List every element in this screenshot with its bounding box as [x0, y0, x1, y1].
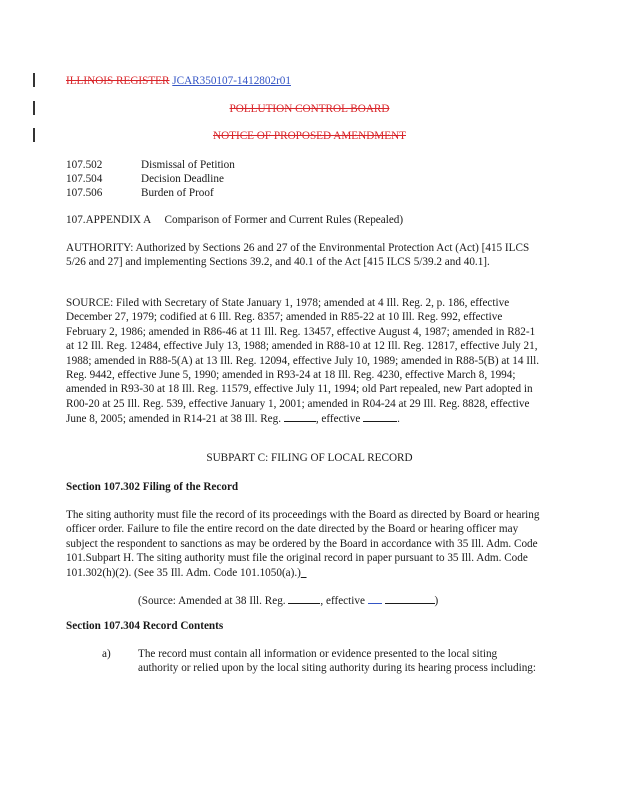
source-text: SOURCE: Filed with Secretary of State January 1, 1978; amended at 4 Ill. Reg. 2, p. 186, effective December 27, 1979; codified at 6 Ill. Reg. 8357; amended in R85-22 at 10 Ill. Reg. 992, effective February 2, 1986; amended in R86-46 at 11 Ill. Reg. 13457, effective August 4, 1987; amended in R82-1 at 12 Ill. Reg. 12484, effective July 13, 1988; amended in R88-10 at 12 Ill. Reg. 12817, effective July 21, 1988; amended in R88-5(A) at 13 Ill. Reg. 12094, effective July 10, 1989; amended in R88-5(B) at 14 Ill. Reg. 9442, effective June 5, 1990; amended in R93-24 at 18 Ill. Reg. 4230, effective March 8, 1994; amended in R93-30 at 18 Ill. Reg. 11579, effective July 11, 1994; old Part repealed, new Part adopted in R00-20 at 25 Ill. Reg. 539, effective January 1, 2001; amended in R04-24 at 29 Ill. Reg. 8828, effective June 8, 2005; amended in: [66, 297, 539, 426]
register-struck: ILLINOIS REGISTER: [66, 75, 170, 87]
toc-title: Dismissal of Petition: [141, 159, 235, 171]
appendix-line: 107.APPENDIX A Comparison of Former and Current Rules (Repealed): [66, 214, 404, 226]
reg-blank: [284, 411, 316, 422]
toc-number: 107.506: [66, 187, 103, 199]
source-note-a: (Source: Amended at 38 Ill. Reg.: [138, 595, 289, 607]
toc-number: 107.504: [66, 173, 103, 185]
toc-title: Burden of Proof: [141, 187, 214, 199]
source-paragraph: SOURCE: Filed with Secretary of State January 1, 1978; amended at 4 Ill. Reg. 2, p. 186, effective December 27, 1979; codified at 6 Ill. Reg. 8357; amended in R85-22 at 10 Ill. Reg. 992, effective February 2, 1986; amended in R86-46 at 11 Ill. Reg. 13457, effective August 4, 1987; amended in R82-1 at 12 Ill. Reg. 12484, effective July 13, 1988; amended in R88-10 at 12 Ill. Reg. 12817, effective July 21, 1988; amended in R88-5(A) at 13 Ill. Reg. 12094, effective July 10, 1989; amended in R88-5(B) at 14 Ill. Reg. 9442, effective June 5, 1990; amended in R93-24 at 18 Ill. Reg. 4230, effective March 8, 1994; amended in R93-30 at 18 Ill. Reg. 11579, effective July 11, 1994; old Part repealed, new Part adopted in R00-20 at 25 Ill. Reg. 539, effective January 1, 2001; amended in R04-24 at 29 Ill. Reg. 8828, effective June 8, 2005; amended in R14-21 at 38 Ill. Reg. , effective .: [66, 297, 539, 426]
source-end-b: , effective: [315, 413, 364, 426]
toc-title: Decision Deadline: [141, 173, 224, 185]
note-reg-blank: [288, 593, 320, 604]
section-302-heading: Section 107.302 Filing of the Record: [66, 481, 239, 493]
item-label: a): [102, 648, 111, 660]
section-302-source-note: [138, 593, 438, 608]
inserted-blank: [368, 593, 382, 604]
authority-paragraph: AUTHORITY: Authorized by Sections 26 and 27 of the Environmental Protection Act (Act) [415 ILCS 5/26 and 27] and implementing Sections 39.2, and 40.1 of the Act [415 ILCS 5/39.2 and 40.1].: [66, 242, 530, 269]
section-302-body: [66, 508, 542, 580]
toc-item: [66, 172, 224, 186]
change-bar-1: [33, 73, 35, 87]
section-304-heading: Section 107.304 Record Contents: [66, 620, 224, 632]
effective-blank: [363, 411, 397, 422]
notice-title: NOTICE OF PROPOSED AMENDMENT: [212, 130, 406, 142]
item-text: The record must contain all information or evidence presented to the local siting authority or relied upon by the local siting authority during its hearing process including:: [138, 648, 537, 675]
toc-number: 107.502: [66, 159, 103, 171]
subpart-heading: SUBPART C: FILING OF LOCAL RECORD: [206, 452, 413, 464]
register-header: [66, 74, 291, 88]
section-302-text: The siting authority must file the record of its proceedings with the Board as directed by Board or hearing officer order. Failure to file the entire record on the date directed by the Board or hearing officer may subject the respondent to sanctions as may be ordered by the Board in accordance with 35 Ill. Adm. Code 101.Subpart H. The siting authority must file the original record in paper pursuant to 35 Ill. Adm. Code 101.302(h)(2). (See 35 Ill. Adm. Code 101.1050(a).): [66, 509, 540, 579]
source-end-a: R14-21 at 38 Ill. Reg.: [183, 413, 284, 426]
source-note-c: ): [434, 595, 439, 607]
toc-item: [66, 158, 235, 172]
note-effective-blank: [385, 593, 435, 604]
trailing-mark: _: [300, 566, 307, 579]
toc-item: [66, 186, 214, 200]
register-inserted: JCAR350107-1412802r01: [172, 75, 291, 87]
board-name: POLLUTION CONTROL BOARD: [229, 103, 390, 115]
source-note-b: , effective: [320, 595, 368, 607]
